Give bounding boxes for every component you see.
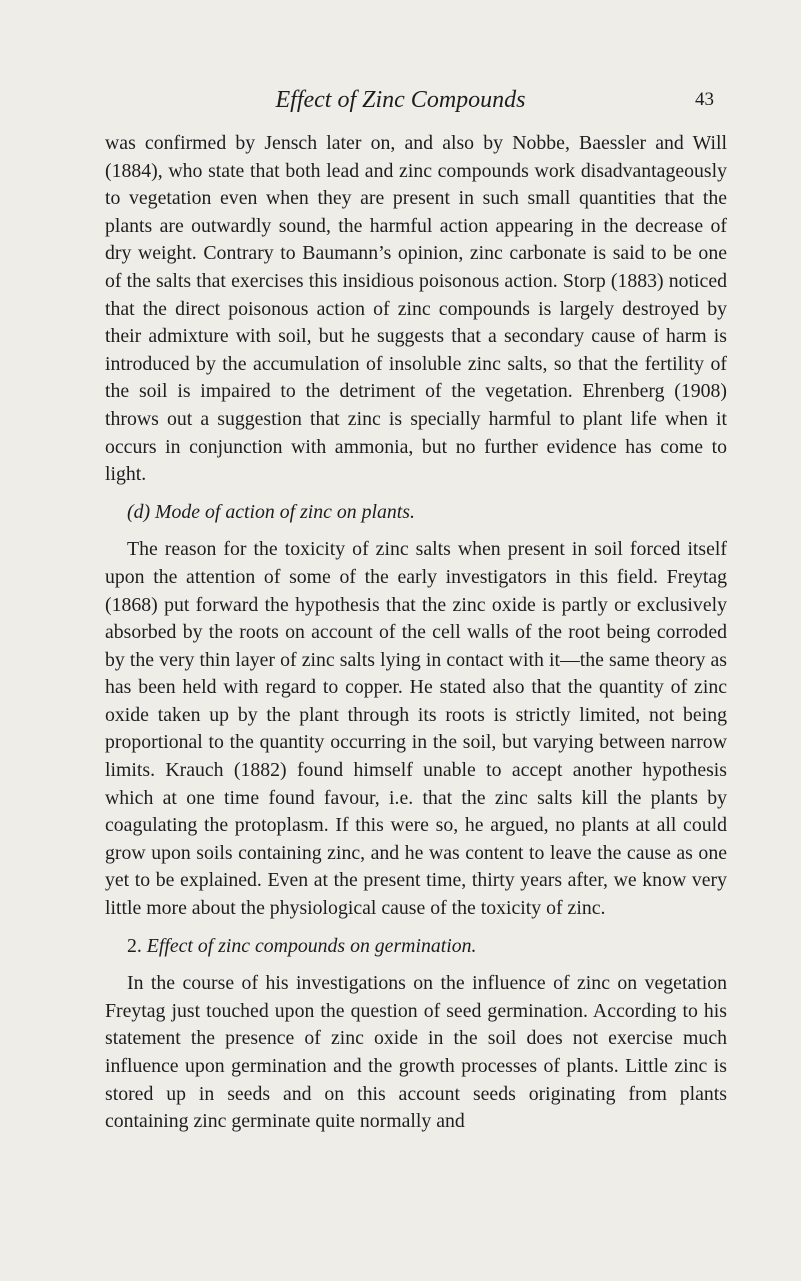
- section-heading-2: [105, 933, 727, 961]
- section-heading-d: [105, 499, 727, 527]
- paragraph: was confirmed by Jensch later on, and also by Nobbe, Baessler and Will (1884), who state that both lead and zinc compounds work disadvantageously to vegetation even when they are present in such small quantities that the plants are outwardly sound, the harmful action appearing in the decrease of dry weight. Contrary to Baumann’s opinion, zinc carbonate is said to be one of the salts that exercises this insidious poisonous action. Storp (1883) noticed that the direct poisonous action of zinc compounds is largely destroyed by their admixture with soil, but he suggests that a secondary cause of harm is introduced by the accumulation of insoluble zinc salts, so that the fertility of the soil is impaired to the detriment of the vegetation. Ehrenberg (1908) throws out a suggestion that zinc is specially harmful to plant life when it occurs in conjunction with ammonia, but no further evidence has come to light.: [105, 132, 727, 486]
- page-number: 43: [695, 89, 714, 110]
- section-heading-number: 2.: [127, 934, 142, 957]
- section-heading-title: Mode of action of zinc on plants.: [155, 500, 415, 523]
- paragraph: In the course of his investigations on the influence of zinc on vegetation Freytag just touched upon the question of seed germination. According to his statement the presence of zinc oxide in the soil does not exercise much influence upon germination and the growth processes of plants. Little zinc is stored up in seeds and on this account seeds originating from plants containing zinc germinate quite normally and: [105, 972, 727, 1133]
- body-text: [105, 130, 727, 1136]
- page-header: [0, 80, 801, 120]
- running-title: Effect of Zinc Compounds: [275, 87, 526, 113]
- section-heading-prefix: (d): [127, 500, 151, 523]
- paragraph: The reason for the toxicity of zinc salts when present in soil forced itself upon the attention of some of the early investigators in this field. Freytag (1868) put forward the hypothesis that the zinc oxide is partly or exclusively absorbed by the roots on account of the cell walls of the root being corroded by the very thin layer of zinc salts lying in contact with it—the same theory as has been held with regard to copper. He stated also that the quantity of zinc oxide taken up by the plant through its roots is strictly limited, not being proportional to the quantity occurring in the soil, but varying between narrow limits. Krauch (1882) found himself unable to accept another hypothesis which at one time found favour, i.e. that the zinc salts kill the plants by coagulating the protoplasm. If this were so, he argued, no plants at all could grow upon soils containing zinc, and he was content to leave the cause as one yet to be explained. Even at the present time, thirty years after, we know very little more about the physiological cause of the toxicity of zinc.: [105, 538, 727, 920]
- section-heading-title: Effect of zinc compounds on germination.: [146, 934, 477, 957]
